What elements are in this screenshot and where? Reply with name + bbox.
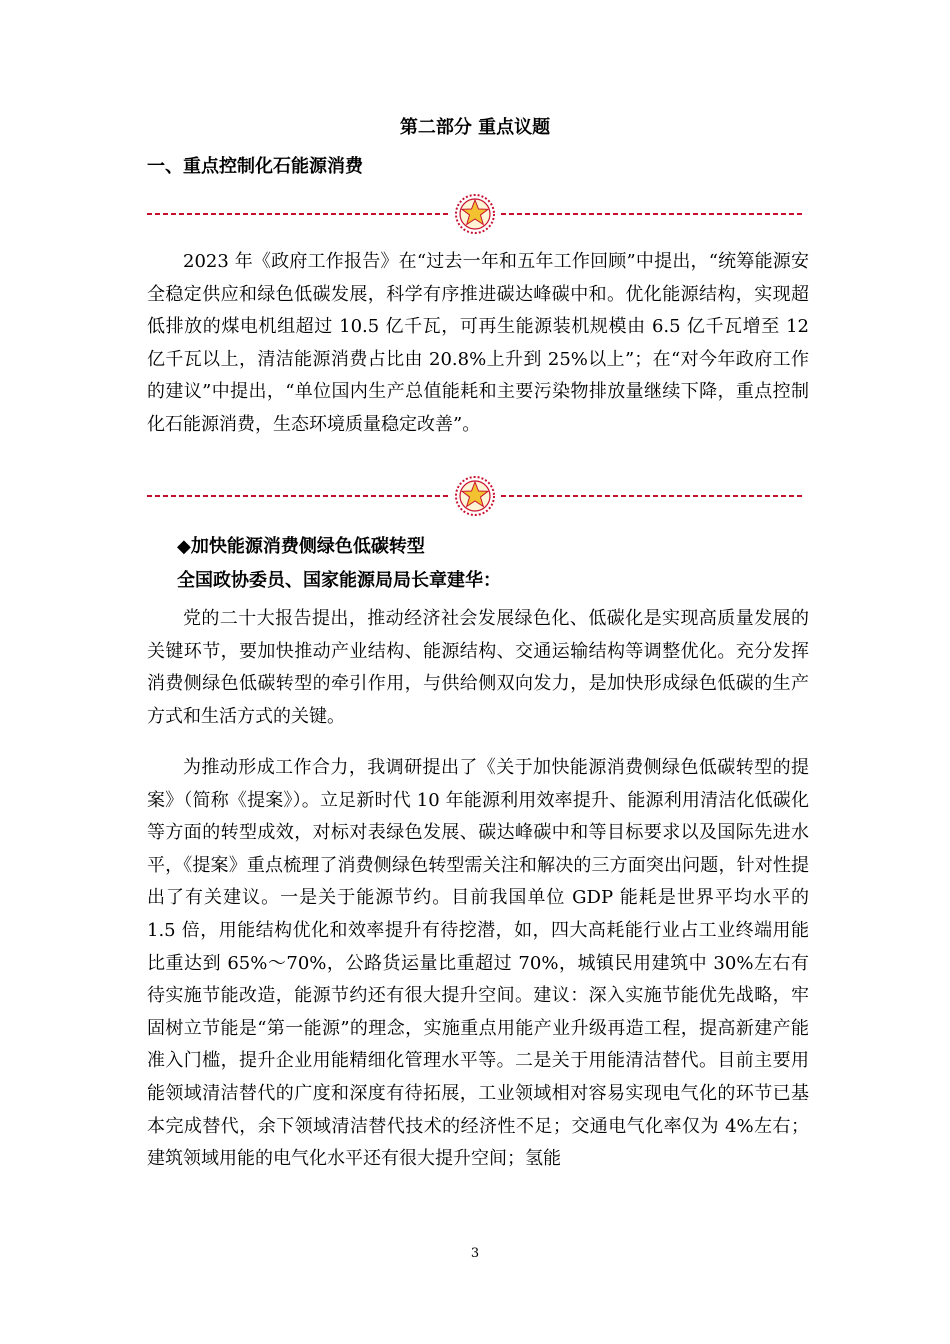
- body-paragraph-1: 党的二十大报告提出，推动经济社会发展绿色化、低碳化是实现高质量发展的关键环节，要加快推动产业结构、能源结构、交通运输结构等调整优化。充分发挥消费侧绿色低碳转型的牵引作用，与供给侧双向发力，是加快形成绿色低碳的生产方式和生活方式的关键。: [147, 608, 809, 727]
- part-title: 第二部分 重点议题: [399, 117, 551, 138]
- intro-paragraph: 2023 年《政府工作报告》在“过去一年和五年工作回顾”中提出，“统筹能源安全稳定供应和绿色低碳发展，科学有序推进碳达峰碳中和。优化能源结构，实现超低排放的煤电机组超过 10.5 亿千瓦，可再生能源装机规模由 6.5 亿千瓦增至 12 亿千瓦以上，清洁能源消费占比由 20.8%上升到 25%以上”；在“对今年政府工作的建议”中提出，“单位国内生产总值能耗和主要污染物排放量继续下降，重点控制化石能源消费，生态环境质量稳定改善”。: [147, 251, 809, 435]
- body-paragraph-2: 为推动形成工作合力，我调研提出了《关于加快能源消费侧绿色低碳转型的提案》（简称《提案》）。立足新时代 10 年能源利用效率提升、能源利用清洁化低碳化等方面的转型成效，对标对表绿色发展、碳达峰碳中和等目标要求以及国际先进水平，《提案》重点梳理了消费侧绿色转型需关注和解决的三方面突出问题，针对性提出了有关建议。一是关于能源节约。目前我国单位 GDP 能耗是世界平均水平的 1.5 倍，用能结构优化和效率提升有待挖潜，如，四大高耗能行业占工业终端用能比重达到 65%～70%，公路货运量比重超过 70%，城镇民用建筑中 30%左右有待实施节能改造，能源节约还有很大提升空间。建议：深入实施节能优先战略，牢固树立节能是“第一能源”的理念，实施重点用能产业升级再造工程，提高新建产能准入门槛，提升企业用能精细化管理水平等。二是关于用能清洁替代。目前主要用能领域清洁替代的广度和深度有待拓展，工业领域相对容易实现电气化的环节已基本完成替代，余下领域清洁替代技术的经济性不足；交通电气化率仅为 4%左右；建筑领域用能的电气化水平还有很大提升空间；氢能: [147, 757, 809, 1170]
- decorative-divider-bottom: [147, 476, 803, 516]
- section-title: 一、重点控制化石能源消费: [147, 156, 363, 177]
- page-number: 3: [470, 1246, 480, 1261]
- speaker-line: 全国政协委员、国家能源局局长章建华：: [177, 570, 501, 591]
- decorative-divider-top: [147, 194, 803, 234]
- star-emblem-icon: [456, 195, 494, 233]
- star-emblem-icon: [456, 477, 494, 515]
- subheading: ◆加快能源消费侧绿色低碳转型: [177, 536, 425, 557]
